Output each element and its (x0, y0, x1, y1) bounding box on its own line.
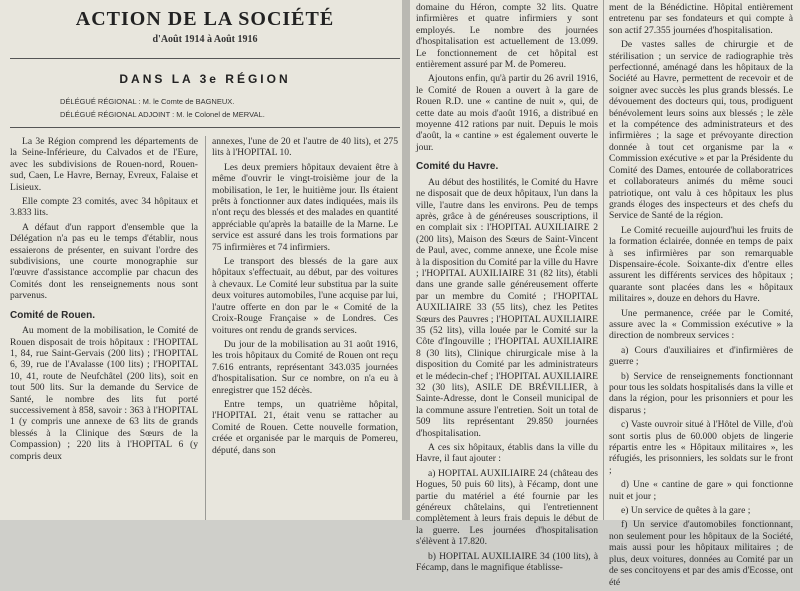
paragraph: Les deux premiers hôpitaux devaient être à même d'ouvrir le vingt-troisième jour de la mobilisation, le 1er, le huitième jour. Ils étaient prêts à fonctionner aux dates indiquées, mais ils n'ont reçu des blessés et des malades en quantité appréciable qu'après la bataille de la Marne. Le service est assuré dans les trois formations par 75 infirmières et 74 infirmiers. (212, 161, 398, 253)
article-subtitle: d'Août 1914 à Août 1916 (152, 34, 258, 45)
paragraph: Elle compte 23 comités, avec 34 hôpitaux et 3.833 lits. (10, 196, 198, 219)
paragraph: De vastes salles de chirurgie et de stérilisation ; un service de radiographie très perfectionné, aménagé dans les hôpitaux de la Société au Havre, permettent de recevoir et de soigner avec succès les plus grands blessés. Le dévouement des docteurs qui, tous, prodiguent bénévolement leurs soins aux blessés ; le zèle et la compétence des administrateurs et des infirmières ; la sage et prévoyante direction donnée à tout cet organisme par la « Commission exécutive » et par la Présidente du Comité des Dames, entourée de collaboratrices et collaborateurs animés du même souci patriotique, ont valu à ces hôpitaux les plus grands éloges des inspecteurs et des chefs du Service de Santé de la région. (609, 39, 793, 222)
column-rule (205, 136, 206, 520)
region-heading: DANS LA 3e RÉGION (119, 72, 291, 86)
paragraph: b) HOPITAL AUXILIAIRE 34 (100 lits), à Fécamp, dans le magnifique établisse- (416, 550, 598, 574)
paragraph: Entre temps, un quatrième hôpital, l'HOPITAL 21, était venu se rattacher au Comité de Rouen. Cette nouvelle formation, créée et organisée par le marquis de Pomereu, député, dans son (212, 398, 398, 456)
left-page (0, 0, 402, 520)
right-page (410, 0, 800, 588)
paragraph: A ces six hôpitaux, établis dans la ville du Havre, il faut ajouter : (416, 442, 598, 465)
list-item: d) Une « cantine de gare » qui fonctionne nuit et jour ; (609, 479, 793, 502)
paragraph: domaine du Héron, compte 32 lits. Quatre infirmières et quatre infirmiers y sont employés. Le nombre des journées d'hospitalisation est actuellement de 13.099. Le fonctionnement de cet hôpital est entièrement assuré par M. de Pomereu. (416, 2, 598, 71)
article-title: ACTION DE LA SOCIÉTÉ (75, 8, 335, 30)
paragraph: Le Comité recueille aujourd'hui les fruits de la formation éclairée, donnée en temps de paix à ses infirmières par son remarquable Dispensaire-école. Soixante-dix d'entre elles assurent les différents services des hôpitaux ; quarante sont placées dans les « hôpitaux militaires », douze en dehors du Havre. (609, 224, 793, 305)
paragraph: Ajoutons enfin, qu'à partir du 26 avril 1916, le Comité de Rouen a ouvert à la gare de Rouen R.D. une « cantine de nuit », qui, de cette date au mois d'août 1916, a distribué en moyenne 412 rations par nuit. Depuis le mois d'août, la « cantine » est également ouverte le jour. (416, 73, 598, 153)
left-column-2 (212, 136, 398, 459)
right-column-1 (416, 2, 598, 577)
paragraph: annexes, l'une de 20 et l'autre de 40 lits), et 275 lits à l'HOPITAL 10. (212, 136, 398, 159)
section-heading: Comité du Havre. (416, 161, 499, 173)
paragraph: Au moment de la mobilisation, le Comité de Rouen disposait de trois hôpitaux : l'HOPITAL 1, 84, rue Saint-Gervais (200 lits) ; l'HOPITAL 6, 39, rue de l'Avalasse (100 lits) ; l'HOPITAL 10, 41, route de Neufchâtel (200 lits), soit en tout 500 lits. Sur la demande du Service de Santé, le nombre des lits fut porté successivement à 858, savoir : 363 à l'HOPITAL 1 (y compris une annexe de 63 lits de grands blessés à la Clinique des Sœurs de la Compassion) ; 220 lits à l'HOPITAL 6 (y compris deux (10, 325, 198, 462)
paragraph: A défaut d'un rapport d'ensemble que la Délégation n'a pas eu le temps d'établir, nous essaierons de présenter, en suivant l'ordre des subdivisions, une courte monographie sur l'œuvre d'assistance accomplie par chacun des Comités dont les renseignements nous sont parvenus. (10, 221, 198, 302)
page-gutter (402, 0, 410, 520)
list-item: c) Vaste ouvroir situé à l'Hôtel de Ville, d'où sont sortis plus de 60.000 objets de lingerie répartis entre les « Hôpitaux militaires », les réfugiés, les prisonniers, les soldats sur le front ; (609, 419, 793, 476)
paragraph: Le transport des blessés de la gare aux hôpitaux s'effectuait, au début, par des voitures à chevaux. Le Comité leur substitua par la suite deux voitures automobiles, l'une acquise par lui, l'autre offerte en don par le « Comité de la Croix-Rouge Française » de Londres. Ces voitures ont rendu de grands services. (212, 256, 398, 336)
list-item: f) Un service d'automobiles fonctionnant, non seulement pour les hôpitaux de la Société, mais aussi pour les hôpitaux militaires ; de plus, deux voitures, données au Comité par un de ses concitoyens et par des amis d'Ecosse, ont été (609, 519, 793, 588)
right-column-2 (609, 2, 793, 591)
list-item: a) Cours d'auxiliaires et d'infirmières de guerre ; (609, 344, 793, 368)
paragraph: Une permanence, créée par le Comité, assure avec la « Commission exécutive » la direction de nombreux services : (609, 307, 793, 342)
list-item: e) Un service de quêtes à la gare ; (621, 505, 751, 517)
paragraph: Au début des hostilités, le Comité du Havre ne disposait que de deux hôpitaux, l'un dans la ville, l'autre dans les environs. Peu de temps après, grâce à de généreuses souscriptions, il en complait six : l'HOPITAL AUXILIAIRE 2 (200 lits), Maison des Sœurs de Saint-Vincent de Paul, avec, comme annexe, une École mise à la disposition du Comité par la ville du Havre ; l'HOPITAL AUXILIAIRE 31 (82 lits), établi dans une grande salle généreusement offerte par un membre du Comité ; l'HOPITAL AUXILIAIRE 33 (55 lits), chez les Petites Sœurs des Pauvres ; l'HOPITAL AUXILIAIRE 35 (52 lits), villa louée par le Comité sur la Côte d'Ingouville ; l'HOPITAL AUXILIAIRE 8 (30 lits), Clinique chirurgicale mise à la disposition du Comité par les administrateurs et le médecin-chef ; l'HOPITAL AUXILIAIRE 32 (30 lits), ASILE DE BRÉVILLIER, à Sainte-Adresse, dont le Conseil municipal de la commune assure l'entretien. Soit un total de 509 lits représentant 29.850 journées d'hospitalisation. (416, 176, 598, 439)
paragraph: ment de la Bénédictine. Hôpital entièrement entretenu par ses fondateurs et qui compte à son actif 27.355 journées d'hospitalisation. (609, 2, 793, 36)
delegue-line: DÉLÉGUÉ RÉGIONAL : M. le Comte de BAGNEUX. (60, 97, 235, 106)
section-heading: Comité de Rouen. (10, 309, 96, 321)
paragraph: La 3e Région comprend les départements de la Seine-Inférieure, du Calvados et de l'Eure, avec les subdivisions de Rouen-nord, Rouen-sud, Caen, Le Havre, Bernay, Evreux, Falaise et Lisieux. (10, 136, 198, 193)
paragraph: a) HOPITAL AUXILIAIRE 24 (château des Hogues, 50 puis 60 lits), à Fécamp, dont une partie du matériel a été fournie par les généreux châtelains, qui l'entretiennent complètement à leurs frais depuis le début de la guerre. Les journées d'hospitalisation s'élèvent à 17.820. (416, 467, 598, 548)
divider (10, 127, 400, 128)
divider (10, 58, 400, 59)
column-rule (603, 0, 604, 520)
left-column-1 (10, 136, 198, 465)
adjoint-line: DÉLÉGUÉ RÉGIONAL ADJOINT : M. le Colonel de MERVAL. (60, 110, 265, 119)
paragraph: Du jour de la mobilisation au 31 août 1916, les trois hôpitaux du Comité de Rouen ont reçu 7.616 entrants, représentant 343.035 journées d'hospitalisation. Sur ce nombre, on n'a eu à enregistrer que 152 décès. (212, 338, 398, 396)
list-item: b) Service de renseignements fonctionnant pour tous les soldats hospitalisés dans la ville et dans la région, pour les prisonniers et pour les disparus ; (609, 370, 793, 416)
